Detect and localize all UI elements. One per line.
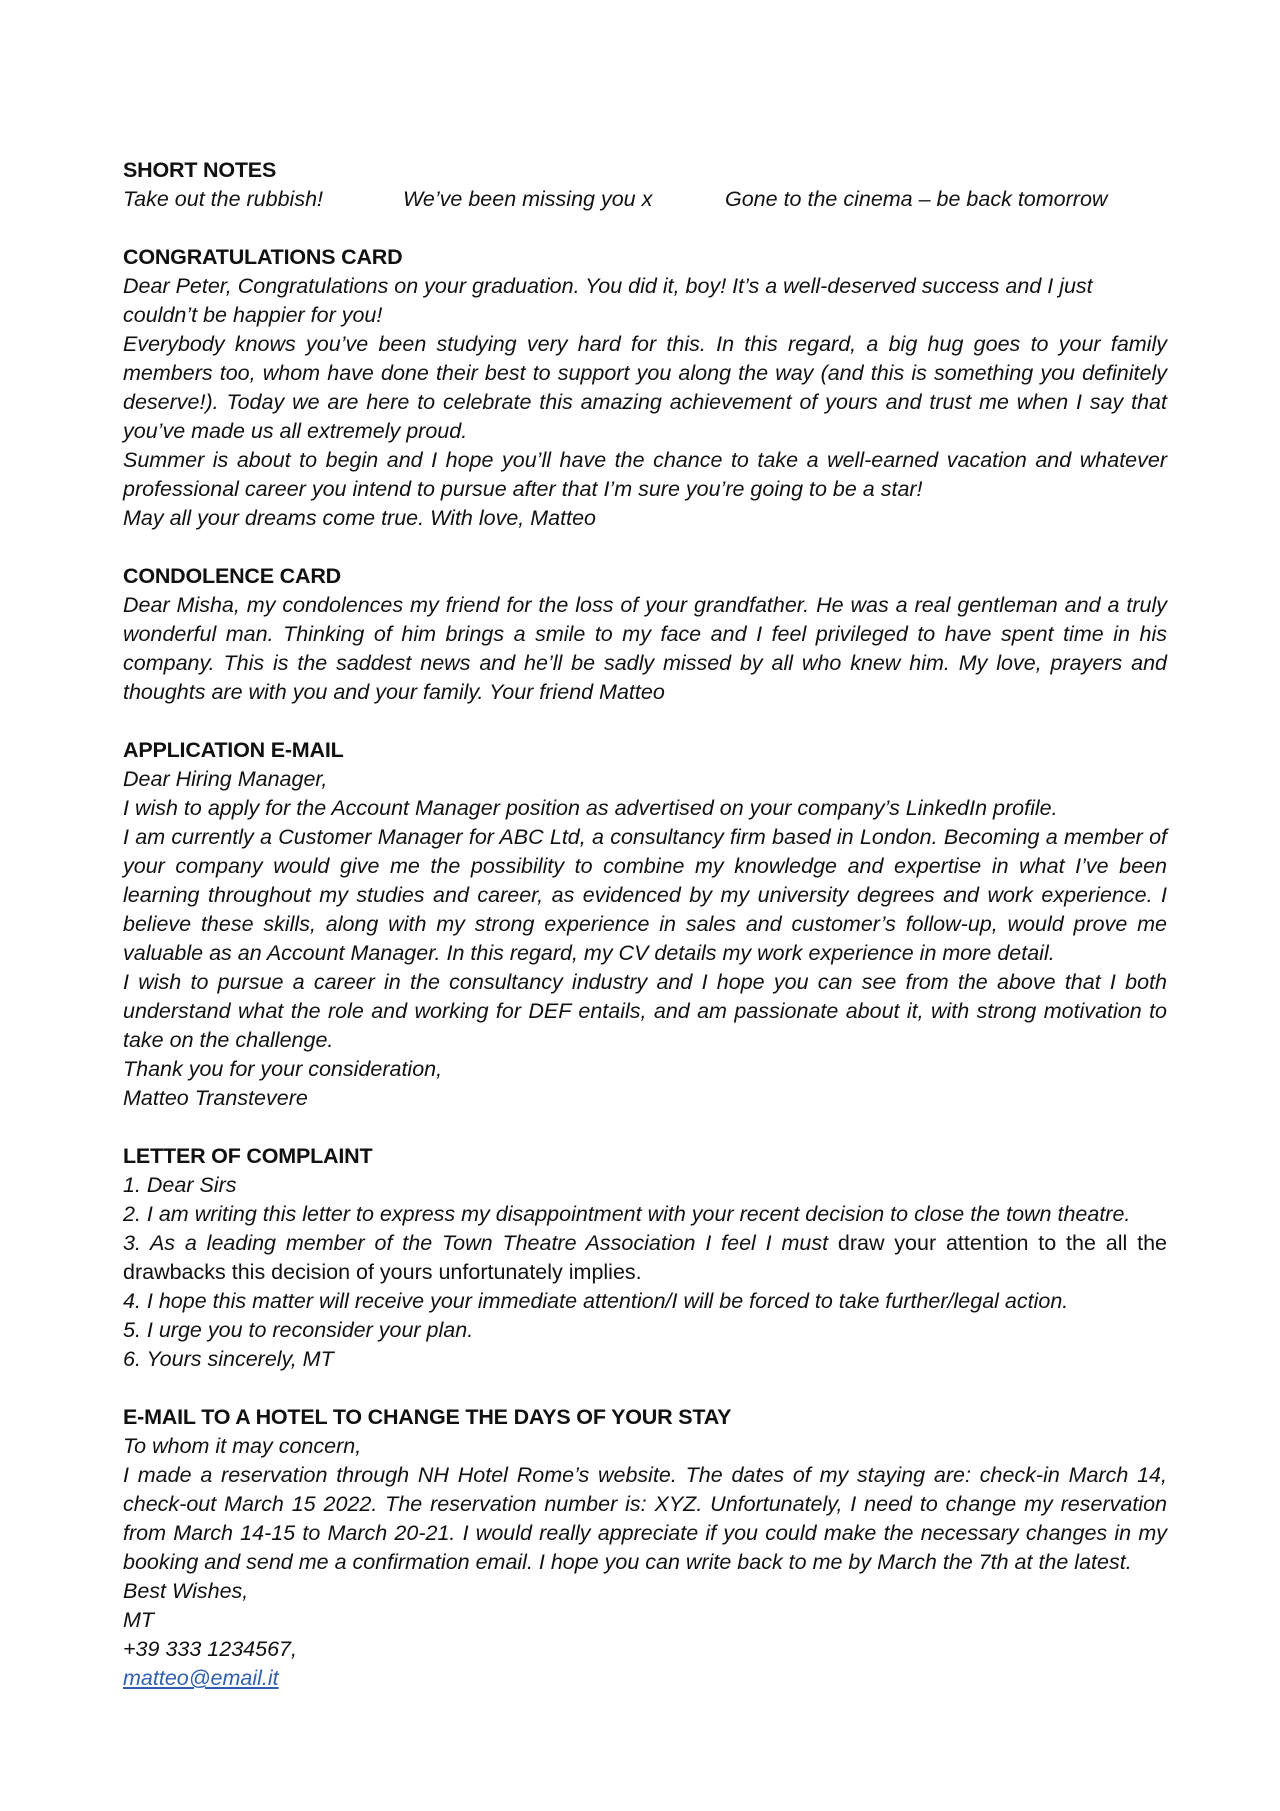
list-item: 2. I am writing this letter to express my disappointment with your recent decision to close the town theatre. [123,1202,1131,1226]
paragraph: I wish to pursue a career in the consultancy industry and I hope you can see from the above that I both understand what the role and working for DEF entails, and am passionate about it, with strong motivation to take on the challenge. [123,970,1167,1052]
signature-name: MT [123,1608,155,1632]
list-item [123,1229,1167,1287]
note-item: Take out the rubbish! [123,187,324,211]
paragraph: May all your dreams come true. With love, Matteo [123,506,596,530]
paragraph: Summer is about to begin and I hope you’ll have the chance to take a well-earned vacation and whatever professional career you intend to pursue after that I’m sure you’re going to be a star! [123,448,1167,501]
section-heading: E-MAIL TO A HOTEL TO CHANGE THE DAYS OF YOUR STAY [123,1405,732,1429]
list-item: 5. I urge you to reconsider your plan. [123,1318,474,1342]
paragraph: Matteo Transtevere [123,1086,308,1110]
paragraph: Thank you for your consideration, [123,1057,443,1081]
paragraph: I am currently a Customer Manager for ABC Ltd, a consultancy firm based in London. Becoming a member of your company would give me the possibility to combine my knowledge and expertise in what I’ve been learning throughout my studies and career, as evidenced by my university degrees and work experience. I believe these skills, along with my strong experience in sales and customer’s follow-up, would prove me valuable as an Account Manager. In this regard, my CV details my work experience in more detail. [123,825,1167,965]
paragraph: I wish to apply for the Account Manager position as advertised on your company’s LinkedIn profile. [123,796,1058,820]
hotel-email-section [123,1403,1167,1693]
section-heading: LETTER OF COMPLAINT [123,1144,373,1168]
signoff: Best Wishes, [123,1579,249,1603]
greeting: To whom it may concern, [123,1434,362,1458]
application-section [123,736,1167,1113]
list-item-upright-part: draw your attention to the all the drawbacks this decision of yours unfortunately implies. [123,1231,1167,1284]
section-heading: SHORT NOTES [123,158,277,182]
section-heading: CONDOLENCE CARD [123,564,341,588]
paragraph: Everybody knows you’ve been studying very hard for this. In this regard, a big hug goes to your family members too, whom have done their best to support you along the way (and this is something you definitely deserve!). Today we are here to celebrate this amazing achievement of yours and trust me when I say that you’ve made us all extremely proud. [123,332,1167,443]
paragraph: Dear Peter, Congratulations on your graduation. You did it, boy! It’s a well-deserved success and I just couldn’t be happier for you! [123,274,1093,327]
phone-number: +39 333 1234567, [123,1637,297,1661]
paragraph: Dear Hiring Manager, [123,767,328,791]
condolence-section [123,562,1167,707]
paragraph: Dear Misha, my condolences my friend for the loss of your grandfather. He was a real gentleman and a truly wonderful man. Thinking of him brings a smile to my face and I feel privileged to have spent time in his company. This is the saddest news and he’ll be sadly missed by all who knew him. My love, prayers and thoughts are with you and your family. Your friend Matteo [123,593,1167,704]
document-page [123,156,1167,1722]
list-item-italic-part: 3. As a leading member of the Town Theatre Association I feel I must [123,1231,829,1255]
email-link[interactable]: matteo@email.it [123,1666,279,1690]
list-item: 4. I hope this matter will receive your immediate attention/I will be forced to take further/legal action. [123,1289,1069,1313]
short-notes-section [123,156,1167,214]
section-heading: APPLICATION E-MAIL [123,738,344,762]
congratulations-section [123,243,1167,533]
email-line [123,1664,1167,1693]
note-item: We’ve been missing you x [403,187,653,211]
list-item: 1. Dear Sirs [123,1173,237,1197]
paragraph: I made a reservation through NH Hotel Rome’s website. The dates of my staying are: check-in March 14, check-out March 15 2022. The reservation number is: XYZ. Unfortunately, I need to change my reservation from March 14-15 to March 20-21. I would really appreciate if you could make the necessary changes in my booking and send me a confirmation email. I hope you can write back to me by March the 7th at the latest. [123,1463,1167,1574]
note-item: Gone to the cinema – be back tomorrow [725,187,1108,211]
section-heading: CONGRATULATIONS CARD [123,245,403,269]
list-item: 6. Yours sincerely, MT [123,1347,334,1371]
complaint-section [123,1142,1167,1374]
notes-row [123,185,1167,214]
